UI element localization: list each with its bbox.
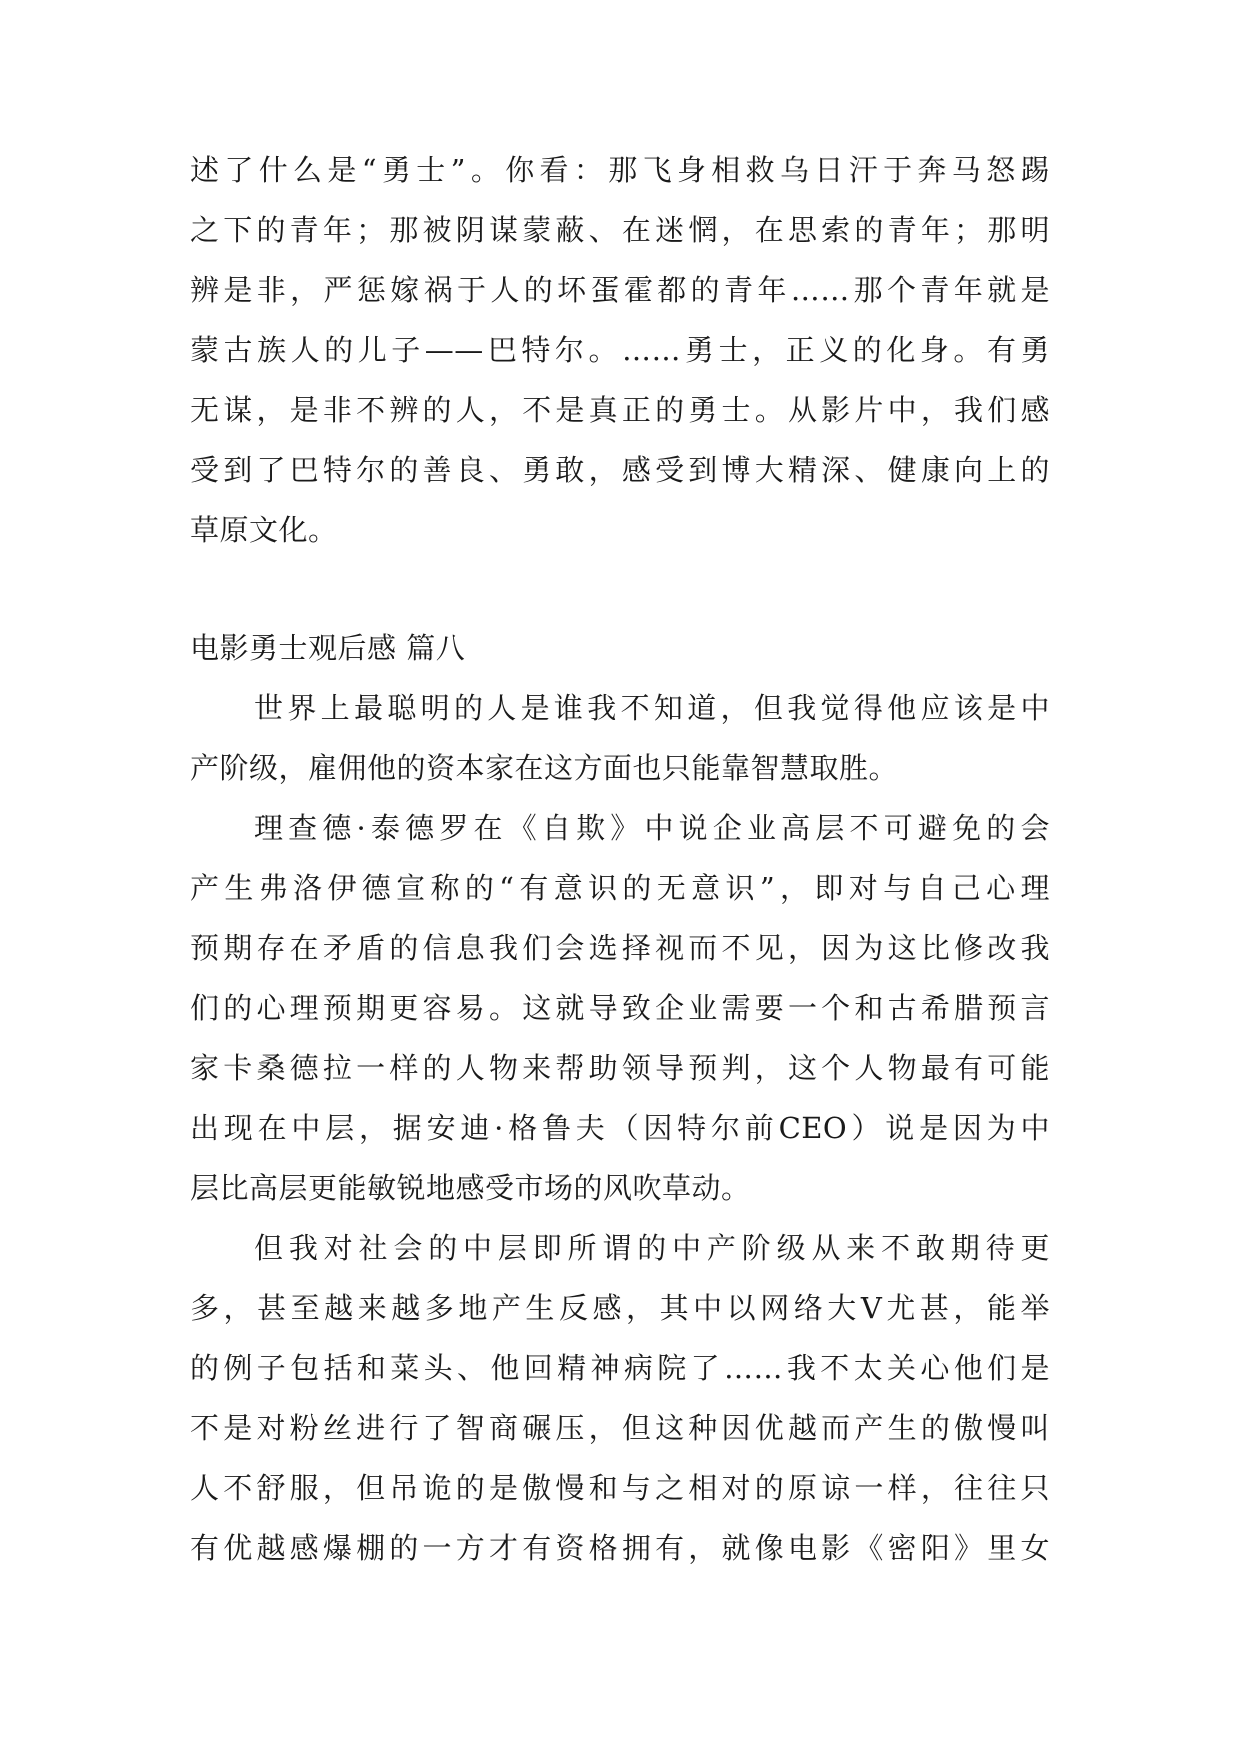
paragraph-1-line-2: 之下的青年；那被阴谋蒙蔽、在迷惘，在思索的青年；那明 bbox=[190, 213, 1050, 247]
paragraph-4-line-2: 多，甚至越来越多地产生反感，其中以网络大V尤甚，能举 bbox=[190, 1291, 1050, 1325]
paragraph-3-line-2: 产生弗洛伊德宣称的“有意识的无意识”，即对与自己心理 bbox=[190, 871, 1050, 905]
paragraph-4-line-4: 不是对粉丝进行了智商碾压，但这种因优越而产生的傲慢叫 bbox=[190, 1411, 1050, 1445]
paragraph-4-line-3: 的例子包括和菜头、他回精神病院了……我不太关心他们是 bbox=[190, 1351, 1050, 1385]
paragraph-1-line-6: 受到了巴特尔的善良、勇敢，感受到博大精深、健康向上的 bbox=[190, 453, 1050, 487]
paragraph-3-line-6: 出现在中层，据安迪·格鲁夫（因特尔前CEO）说是因为中 bbox=[190, 1111, 1050, 1145]
paragraph-2-line-2: 产阶级，雇佣他的资本家在这方面也只能靠智慧取胜。 bbox=[190, 751, 899, 785]
section-heading: 电影勇士观后感 篇八 bbox=[190, 631, 466, 665]
paragraph-4-line-5: 人不舒服，但吊诡的是傲慢和与之相对的原谅一样，往往只 bbox=[190, 1471, 1050, 1505]
paragraph-1-line-4: 蒙古族人的儿子——巴特尔。……勇士，正义的化身。有勇 bbox=[190, 333, 1050, 367]
paragraph-3-line-1: 理查德·泰德罗在《自欺》中说企业高层不可避免的会 bbox=[254, 811, 1050, 845]
paragraph-1-line-5: 无谋，是非不辨的人，不是真正的勇士。从影片中，我们感 bbox=[190, 393, 1050, 427]
paragraph-3-line-4: 们的心理预期更容易。这就导致企业需要一个和古希腊预言 bbox=[190, 991, 1050, 1025]
paragraph-2-line-1: 世界上最聪明的人是谁我不知道，但我觉得他应该是中 bbox=[254, 691, 1050, 725]
paragraph-4-line-6: 有优越感爆棚的一方才有资格拥有，就像电影《密阳》里女 bbox=[190, 1531, 1050, 1565]
paragraph-4-line-1: 但我对社会的中层即所谓的中产阶级从来不敢期待更 bbox=[254, 1231, 1050, 1265]
paragraph-1-line-7: 草原文化。 bbox=[190, 513, 338, 547]
paragraph-1-line-1: 述了什么是“勇士”。你看：那飞身相救乌日汗于奔马怒踢 bbox=[190, 153, 1050, 187]
paragraph-3-line-5: 家卡桑德拉一样的人物来帮助领导预判，这个人物最有可能 bbox=[190, 1051, 1050, 1085]
paragraph-3-line-7: 层比高层更能敏锐地感受市场的风吹草动。 bbox=[190, 1171, 751, 1205]
paragraph-1-line-3: 辨是非，严惩嫁祸于人的坏蛋霍都的青年……那个青年就是 bbox=[190, 273, 1050, 307]
paragraph-3-line-3: 预期存在矛盾的信息我们会选择视而不见，因为这比修改我 bbox=[190, 931, 1050, 965]
